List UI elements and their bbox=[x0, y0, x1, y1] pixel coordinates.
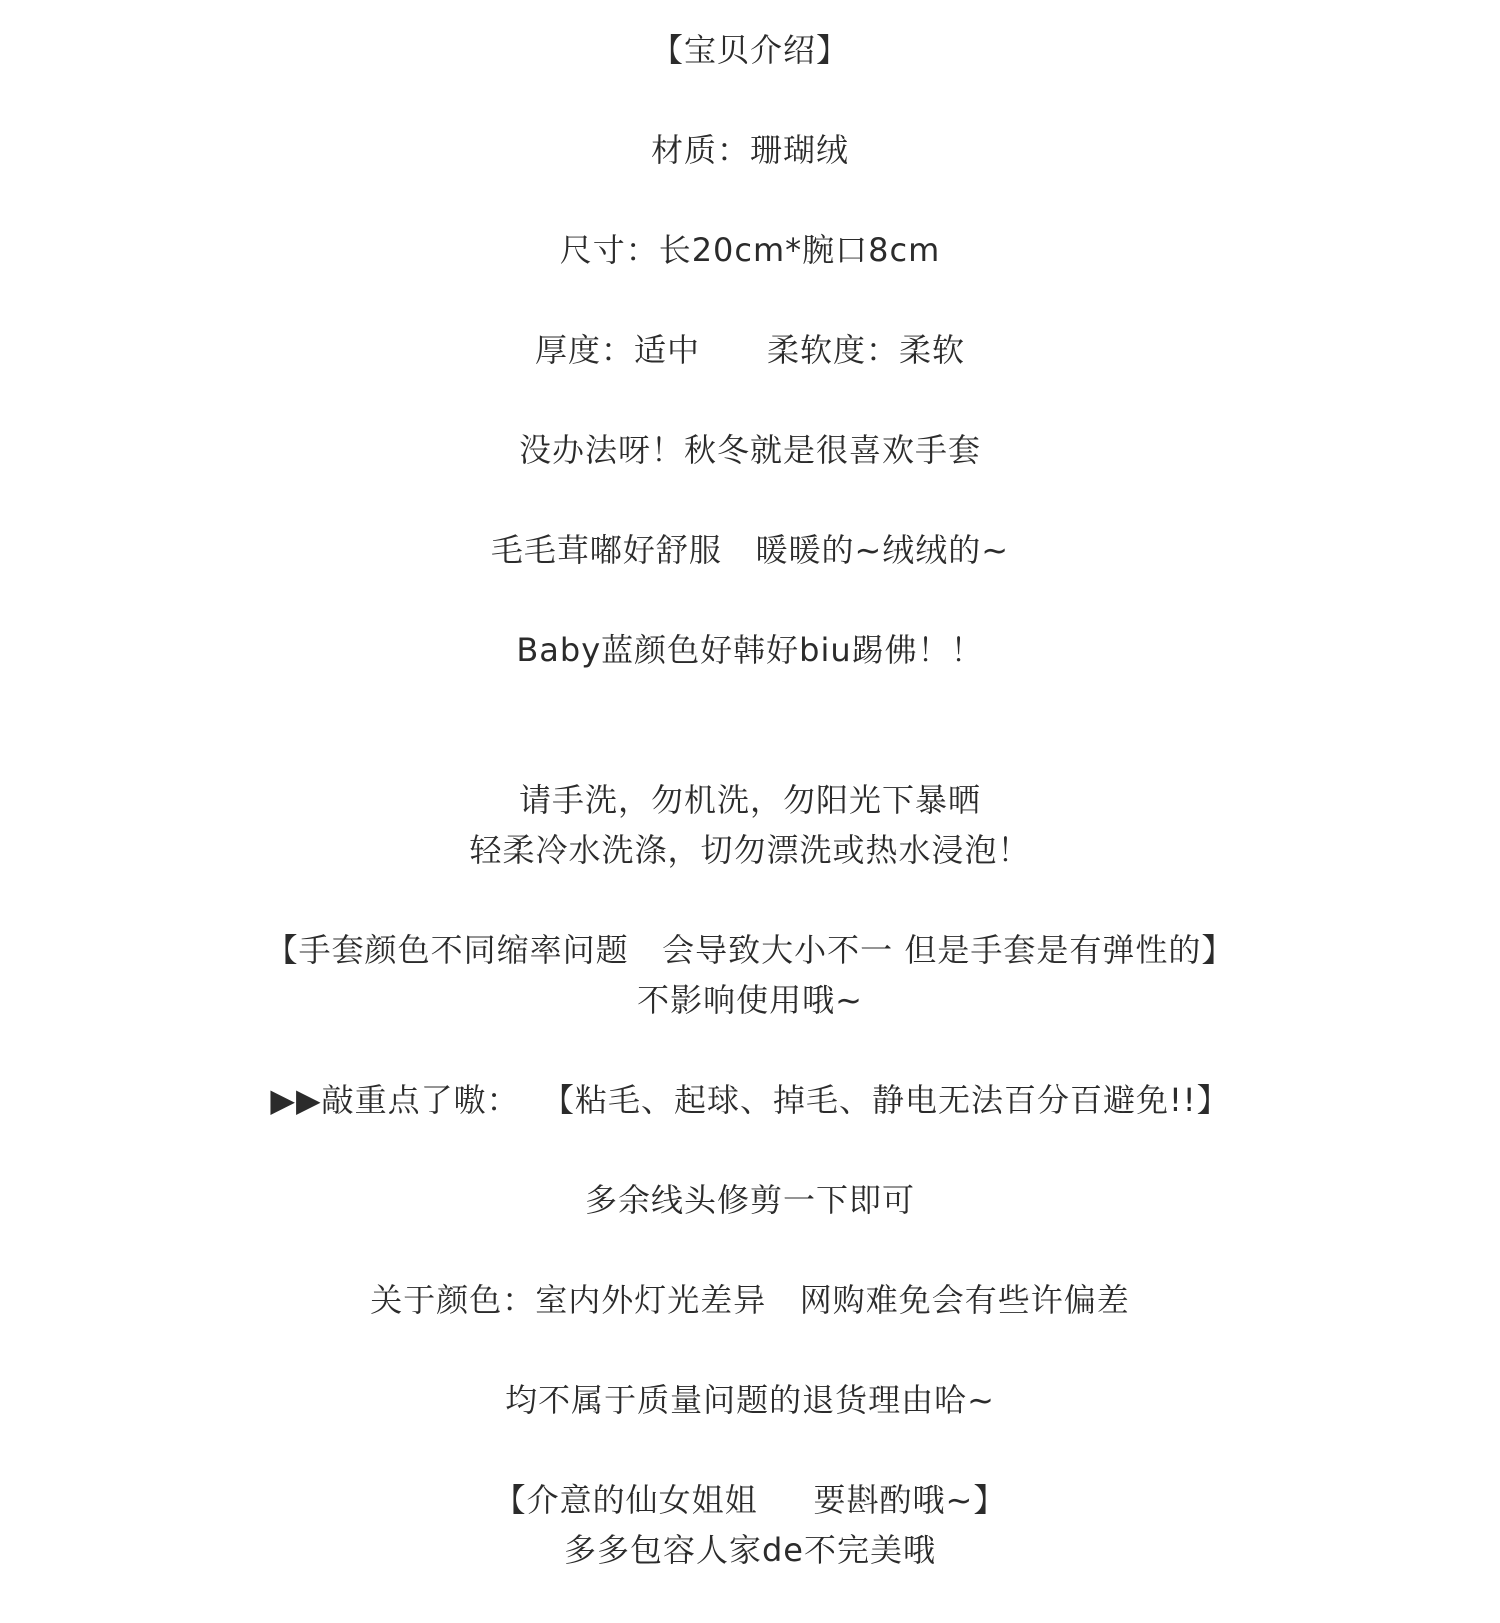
material-line: 材质：珊瑚绒 bbox=[650, 131, 849, 169]
key-point-line: ▶▶敲重点了嗷： 【粘毛、起球、掉毛、静电无法百分百避免!!】 bbox=[270, 1081, 1230, 1119]
description-line-1: 没办法呀！秋冬就是很喜欢手套 bbox=[518, 431, 981, 469]
size-line: 尺寸：长20cm*腕口8cm bbox=[559, 231, 941, 269]
color-notice-line: 关于颜色：室内外灯光差异 网购难免会有些许偏差 bbox=[370, 1281, 1130, 1319]
shrink-notice-line-1: 【手套颜色不同缩率问题 会导致大小不一 但是手套是有弹性的】 bbox=[265, 931, 1235, 969]
description-line-2: 毛毛茸嘟好舒服 暖暖的~绒绒的~ bbox=[490, 531, 1010, 569]
care-line-1: 请手洗，勿机洗，勿阳光下暴晒 bbox=[518, 781, 981, 819]
return-policy-line: 均不属于质量问题的退货理由哈~ bbox=[505, 1381, 995, 1419]
closing-line-2: 多多包容人家de不完美哦 bbox=[563, 1531, 936, 1569]
thickness-softness-line: 厚度：适中 柔软度：柔软 bbox=[534, 331, 966, 369]
care-line-2: 轻柔冷水洗涤，切勿漂洗或热水浸泡！ bbox=[469, 831, 1031, 869]
section-title: 【宝贝介绍】 bbox=[650, 31, 849, 69]
shrink-notice-line-2: 不影响使用哦~ bbox=[637, 981, 863, 1019]
closing-line-1: 【介意的仙女姐姐 要斟酌哦~】 bbox=[493, 1481, 1007, 1519]
thread-trim-line: 多余线头修剪一下即可 bbox=[584, 1181, 915, 1219]
description-line-3: Baby蓝颜色好韩好biu踢佛！！ bbox=[516, 631, 984, 669]
